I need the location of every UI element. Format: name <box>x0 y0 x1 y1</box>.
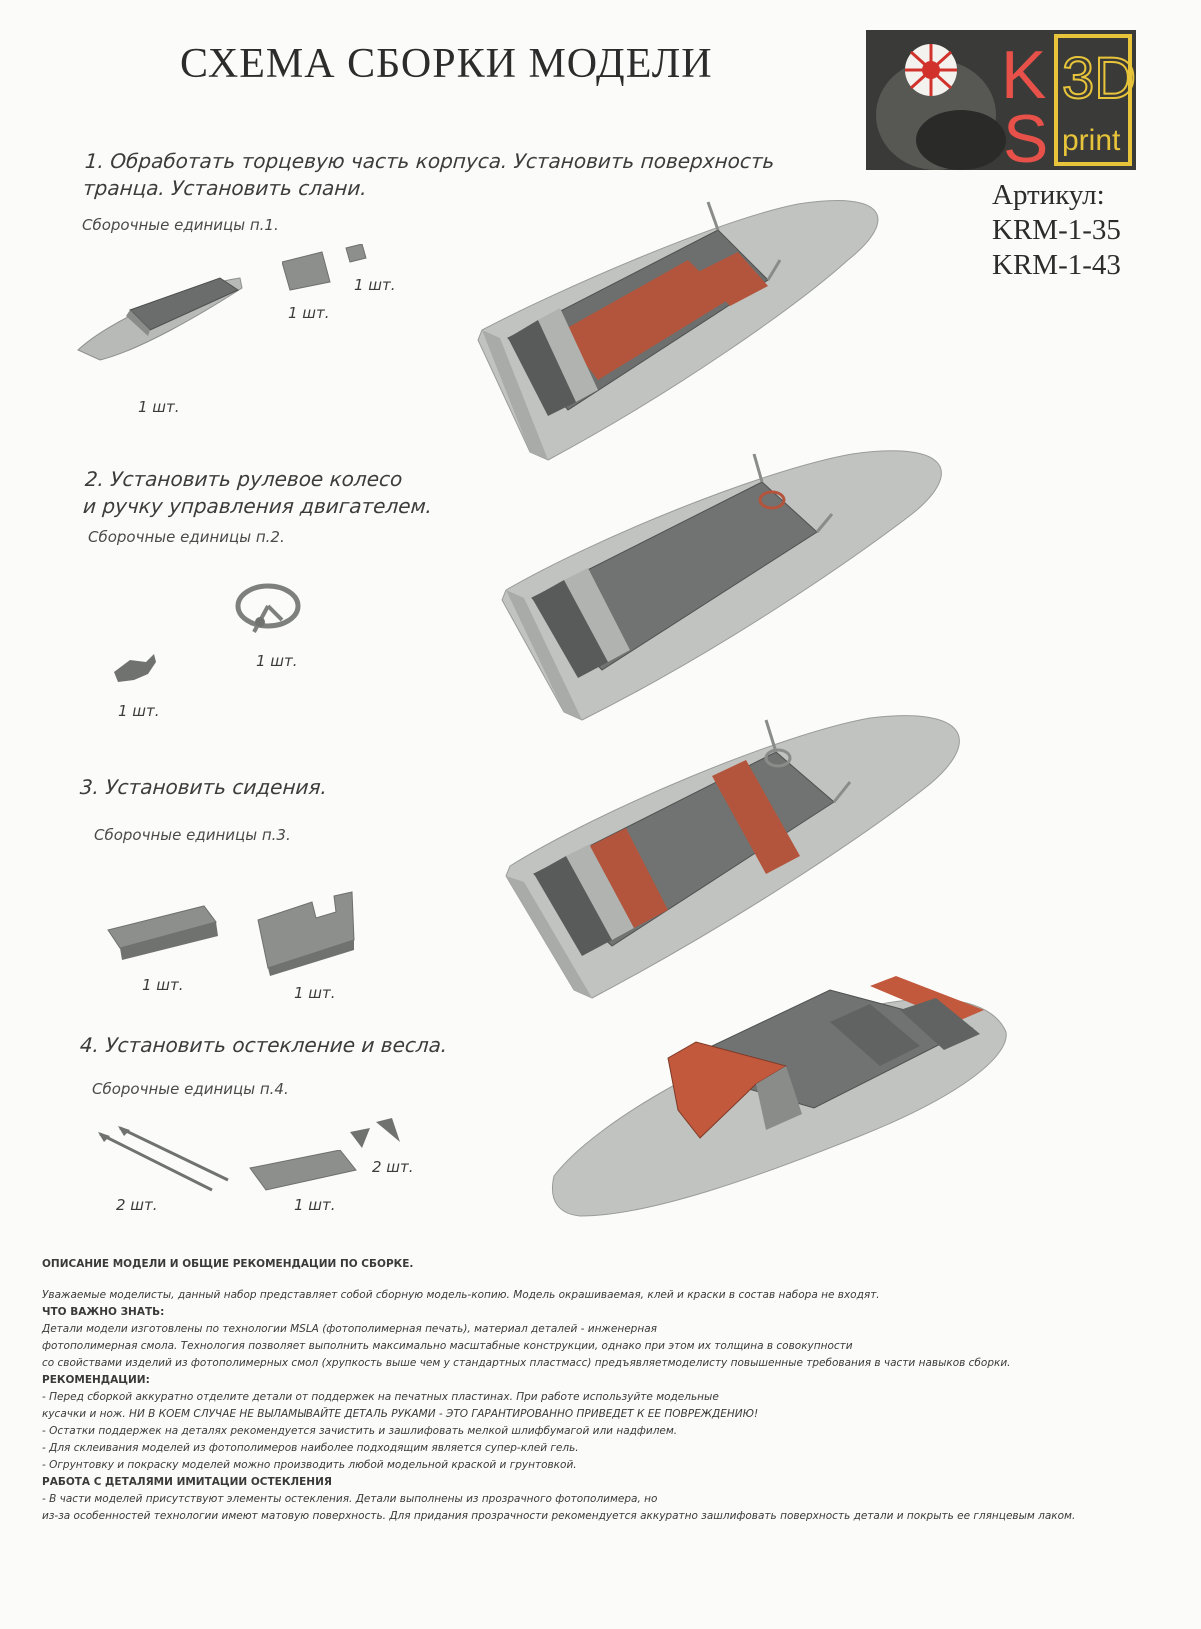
step-2-units-label: Сборочные единицы п.2. <box>88 528 285 546</box>
logo-letter-k: K <box>1001 37 1047 113</box>
quantity-label: 1 шт. <box>354 276 396 294</box>
notes-glazing-heading: РАБОТА С ДЕТАЛЯМИ ИМИТАЦИИ ОСТЕКЛЕНИЯ <box>42 1476 332 1488</box>
step-1-units-label: Сборочные единицы п.1. <box>82 216 279 234</box>
quantity-label: 1 шт. <box>288 304 330 322</box>
boat-render-step-3 <box>500 706 980 1006</box>
quantity-label: 1 шт. <box>118 702 160 720</box>
notes-line: фотополимерная смола. Технология позволяет выполнить максимально масштабные конструкции, однако при этом их толщина в совокупности <box>42 1340 853 1352</box>
part-oars <box>96 1124 232 1204</box>
quantity-label: 2 шт. <box>116 1196 158 1214</box>
part-hull-top <box>70 260 250 370</box>
notes-line: - Для склеивания моделей из фотополимеров наиболее подходящим является супер-клей гель. <box>42 1442 579 1454</box>
part-side-glass <box>348 1116 404 1156</box>
notes-line: - Остатки поддержек на деталях рекомендуется зачистить и зашлифовать мелкой шлифбумагой или надфилем. <box>42 1425 678 1437</box>
part-seat-2 <box>252 890 358 976</box>
step-2-heading: 2. Установить рулевое колесо и ручку управления двигателем. <box>82 467 433 518</box>
part-windshield <box>248 1150 360 1194</box>
notes-important-heading: ЧТО ВАЖНО ЗНАТЬ: <box>42 1306 165 1318</box>
boat-render-step-2 <box>492 440 962 730</box>
quantity-label: 1 шт. <box>294 1196 336 1214</box>
quantity-label: 1 шт. <box>138 398 180 416</box>
part-seat-1 <box>104 900 230 964</box>
part-throttle-lever <box>110 652 160 686</box>
step-3-heading: 3. Установить сидения. <box>79 775 328 799</box>
step-4-units-label: Сборочные единицы п.4. <box>92 1080 289 1098</box>
boat-render-step-1 <box>468 190 908 470</box>
article-label: Артикул: <box>992 179 1105 211</box>
notes-line: кусачки и нож. НИ В КОЕМ СЛУЧАЕ НЕ ВЫЛАМЫВАЙТЕ ДЕТАЛЬ РУКАМИ - ЭТО ГАРАНТИРОВАННО ПРИВЕДЕТ К ЕЕ ПОВРЕЖДЕНИЮ! <box>42 1408 759 1420</box>
quantity-label: 1 шт. <box>142 976 184 994</box>
notes-line: - В части моделей присутствуют элементы остекления. Детали выполнены из прозрачного фотополимера, но <box>42 1493 658 1505</box>
quantity-label: 1 шт. <box>294 984 336 1002</box>
boat-render-step-4 <box>540 966 1010 1226</box>
step-1-heading: 1. Обработать торцевую часть корпуса. Установить поверхность транца. Установить слани. <box>82 149 776 200</box>
notes-heading: ОПИСАНИЕ МОДЕЛИ И ОБЩИЕ РЕКОМЕНДАЦИИ ПО СБОРКЕ. <box>42 1258 414 1270</box>
notes-intro: Уважаемые моделисты, данный набор представляет собой сборную модель-копию. Модель окрашиваемая, клей и краски в состав набора не входят. <box>42 1289 880 1301</box>
notes-line: - Перед сборкой аккуратно отделите детали от поддержек на печатных пластинах. При работе используйте модельные <box>42 1391 719 1403</box>
article-code: KRM-1-35 <box>992 214 1121 246</box>
assembly-notes <box>42 1256 1162 1525</box>
logo-3d: 3D <box>1062 46 1136 111</box>
notes-line: - Огрунтовку и покраску моделей можно производить любой модельной краской и грунтовкой. <box>42 1459 577 1471</box>
notes-line: из-за особенностей технологии имеют матовую поверхность. Для придания прозрачности рекомендуется аккуратно зашлифовать поверхность детали и покрыть ее глянцевым лаком. <box>42 1510 1076 1522</box>
quantity-label: 1 шт. <box>256 652 298 670</box>
article-block <box>992 178 1121 283</box>
notes-line: со свойствами изделий из фотополимерных смол (хрупкость выше чем у стандартных пластмасс) предъявляетмоделисту повышенные требования в части навыков сборки. <box>42 1357 1011 1369</box>
step-4-heading: 4. Установить остекление и весла. <box>79 1033 449 1057</box>
logo-print: print <box>1062 124 1121 157</box>
part-steering-wheel <box>232 580 308 644</box>
notes-recommendations-heading: РЕКОМЕНДАЦИИ: <box>42 1374 150 1386</box>
article-code: KRM-1-43 <box>992 249 1121 281</box>
quantity-label: 2 шт. <box>372 1158 414 1176</box>
page-title: СХЕМА СБОРКИ МОДЕЛИ <box>180 41 713 87</box>
notes-line: Детали модели изготовлены по технологии MSLA (фотополимерная печать), материал деталей - инженерная <box>42 1323 657 1335</box>
logo-letter-s: S <box>1003 101 1049 170</box>
step-3-units-label: Сборочные единицы п.3. <box>94 826 291 844</box>
brand-logo <box>866 30 1136 170</box>
